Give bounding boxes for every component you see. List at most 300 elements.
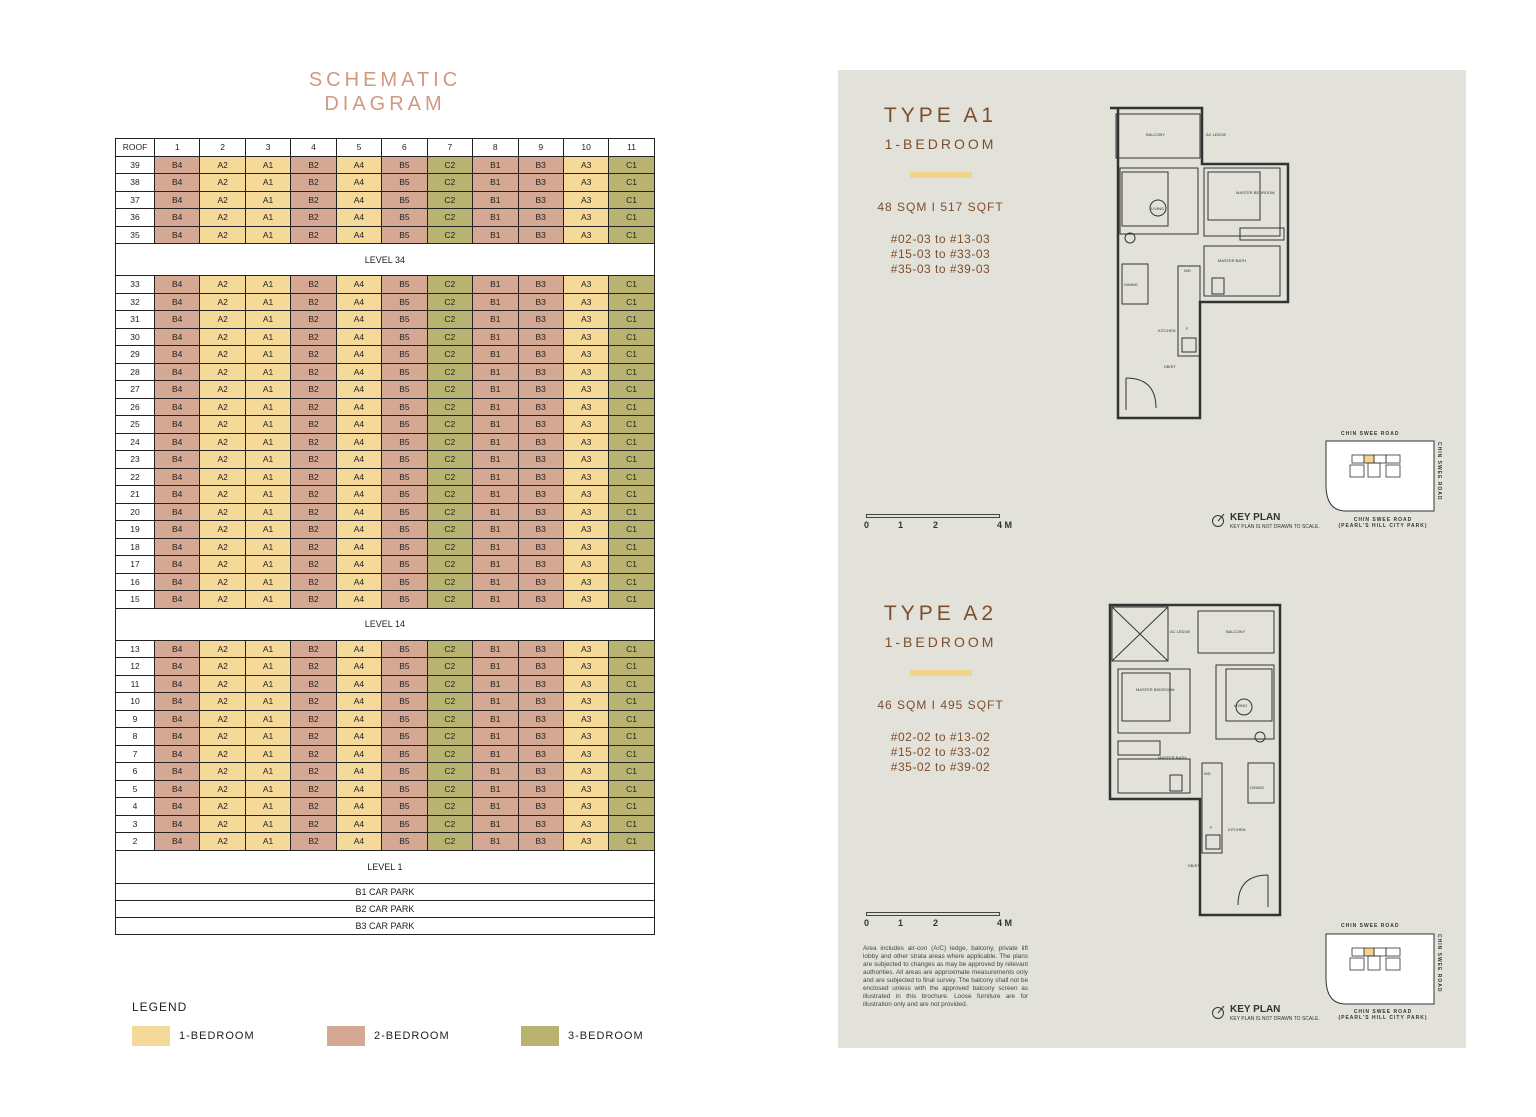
unit-cell: B4 (155, 276, 200, 294)
unit-cell: B3 (518, 693, 563, 711)
unit-cell: C1 (609, 815, 654, 833)
unit-cell: C1 (609, 191, 654, 209)
unit-cell: B5 (382, 174, 427, 192)
unit-cell: B5 (382, 226, 427, 244)
highlight-bar (910, 172, 972, 178)
unit-cell: B3 (518, 815, 563, 833)
unit-cell: A2 (200, 503, 245, 521)
key-plan-label (1230, 512, 1320, 530)
unit-cell: B3 (518, 675, 563, 693)
unit-cell: C2 (427, 486, 472, 504)
road-label-bottom (1338, 517, 1428, 529)
unit-cell: C2 (427, 591, 472, 609)
floor-number: 5 (116, 780, 155, 798)
unit-cell: B1 (473, 815, 518, 833)
unit-cell: B3 (518, 556, 563, 574)
unit-cell: B5 (382, 573, 427, 591)
floor-row (116, 591, 655, 609)
unit-cell: A2 (200, 346, 245, 364)
room-label: DINING (1124, 282, 1138, 287)
unit-cell: B3 (518, 398, 563, 416)
unit-cell: B2 (291, 728, 336, 746)
unit-cell: A2 (200, 381, 245, 399)
unit-cell: A2 (200, 156, 245, 174)
unit-cell: C2 (427, 276, 472, 294)
unit-cell: B3 (518, 451, 563, 469)
unit-cell: B4 (155, 640, 200, 658)
unit-cell: C1 (609, 503, 654, 521)
floor-row (116, 798, 655, 816)
unit-cell: A2 (200, 226, 245, 244)
key-plan-text: KEY PLAN (1230, 512, 1281, 523)
unit-cell: B4 (155, 381, 200, 399)
unit-cell: C2 (427, 468, 472, 486)
unit-cell: B2 (291, 468, 336, 486)
unit-cell: B5 (382, 276, 427, 294)
unit-cell: B5 (382, 815, 427, 833)
unit-cell: B2 (291, 675, 336, 693)
unit-cell: C1 (609, 346, 654, 364)
unit-cell: B3 (518, 728, 563, 746)
unit-cell: A1 (245, 191, 290, 209)
room-label: AC LEDGE (1170, 629, 1191, 634)
unit-cell: A3 (563, 763, 608, 781)
unit-cell: A4 (336, 451, 381, 469)
unit-cell: B1 (473, 745, 518, 763)
key-plan-note: KEY PLAN IS NOT DRAWN TO SCALE. (1230, 524, 1320, 530)
floor-number: 11 (116, 675, 155, 693)
unit-cell: B3 (518, 381, 563, 399)
type-area: 48 SQM I 517 SQFT (877, 200, 1004, 214)
unit-cell: C2 (427, 538, 472, 556)
scale-tick: 1 (898, 918, 904, 928)
unit-cell: B3 (518, 833, 563, 851)
floor-number: 28 (116, 363, 155, 381)
unit-cell: C1 (609, 833, 654, 851)
unit-cell: A2 (200, 591, 245, 609)
unit-cell: A1 (245, 276, 290, 294)
unit-cell: A4 (336, 276, 381, 294)
unit-cell: B1 (473, 798, 518, 816)
floor-row (116, 398, 655, 416)
unit-cell: A2 (200, 815, 245, 833)
floor-row (116, 381, 655, 399)
floor-number: 32 (116, 293, 155, 311)
unit-cell: C2 (427, 815, 472, 833)
unit-cell: A3 (563, 710, 608, 728)
unit-cell: C2 (427, 209, 472, 227)
stack-number: 7 (427, 139, 472, 157)
unit-cell: A4 (336, 591, 381, 609)
floor-row (116, 328, 655, 346)
unit-cell: B2 (291, 503, 336, 521)
unit-cell: A1 (245, 468, 290, 486)
unit-cell: B1 (473, 780, 518, 798)
type-units (848, 730, 1033, 775)
road-label: CHIN SWEE ROAD (1341, 431, 1400, 437)
unit-cell: C2 (427, 728, 472, 746)
unit-cell: B2 (291, 226, 336, 244)
unit-cell: B4 (155, 658, 200, 676)
unit-cell: A3 (563, 556, 608, 574)
unit-cell: B2 (291, 798, 336, 816)
scale-tick: 1 (898, 520, 904, 530)
unit-cell: B1 (473, 693, 518, 711)
unit-cell: B3 (518, 156, 563, 174)
unit-cell: A2 (200, 293, 245, 311)
unit-cell: A3 (563, 798, 608, 816)
unit-cell: B4 (155, 398, 200, 416)
unit-cell: B3 (518, 276, 563, 294)
unit-cell: B3 (518, 503, 563, 521)
unit-cell: A3 (563, 573, 608, 591)
unit-cell: A1 (245, 433, 290, 451)
stack-number: 5 (336, 139, 381, 157)
unit-cell: A1 (245, 798, 290, 816)
unit-cell: B1 (473, 433, 518, 451)
unit-cell: B2 (291, 451, 336, 469)
unit-cell: A4 (336, 556, 381, 574)
floor-number: 19 (116, 521, 155, 539)
floor-number: 36 (116, 209, 155, 227)
unit-cell: B4 (155, 328, 200, 346)
unit-cell: B4 (155, 468, 200, 486)
floor-number: 38 (116, 174, 155, 192)
stack-number: 8 (473, 139, 518, 157)
floor-number: 17 (116, 556, 155, 574)
floor-number: 8 (116, 728, 155, 746)
unit-cell: C1 (609, 591, 654, 609)
unit-cell: B5 (382, 833, 427, 851)
unit-cell: A4 (336, 398, 381, 416)
unit-cell: C1 (609, 538, 654, 556)
unit-cell: A1 (245, 815, 290, 833)
unit-cell: B4 (155, 156, 200, 174)
unit-cell: B5 (382, 433, 427, 451)
unit-cell: A2 (200, 191, 245, 209)
unit-cell: A1 (245, 209, 290, 227)
key-plan-a2 (1322, 928, 1442, 1008)
unit-cell: C2 (427, 191, 472, 209)
unit-cell: B5 (382, 503, 427, 521)
car-park-row (116, 917, 655, 934)
unit-cell: C1 (609, 763, 654, 781)
unit-cell: A1 (245, 728, 290, 746)
unit-cell: A2 (200, 174, 245, 192)
unit-cell: B3 (518, 745, 563, 763)
room-label: LIVING (1234, 703, 1248, 708)
floor-row (116, 538, 655, 556)
legend-label: 1-BEDROOM (179, 1030, 255, 1042)
unit-cell: B5 (382, 346, 427, 364)
room-label: MASTER BATH (1218, 258, 1247, 263)
unit-cell: B1 (473, 591, 518, 609)
unit-cell: A3 (563, 658, 608, 676)
unit-cell: A1 (245, 381, 290, 399)
floor-row (116, 710, 655, 728)
unit-cell: C1 (609, 174, 654, 192)
unit-cell: A1 (245, 398, 290, 416)
unit-cell: A4 (336, 468, 381, 486)
car-park-row (116, 883, 655, 900)
unit-cell: B3 (518, 293, 563, 311)
unit-cell: B1 (473, 521, 518, 539)
room-label: WD (1204, 771, 1211, 776)
unit-cell: B5 (382, 780, 427, 798)
unit-cell: B4 (155, 451, 200, 469)
unit-cell: C1 (609, 658, 654, 676)
room-label: KITCHEN (1158, 328, 1176, 333)
unit-cell: A3 (563, 745, 608, 763)
room-label: MASTER BEDROOM (1236, 190, 1275, 195)
unit-cell: B4 (155, 538, 200, 556)
floor-plan-a2 (1108, 603, 1288, 923)
room-label: BALCONY (1146, 132, 1166, 137)
unit-cell: B4 (155, 710, 200, 728)
unit-cell: A3 (563, 780, 608, 798)
unit-cell: B1 (473, 833, 518, 851)
unit-cell: B5 (382, 763, 427, 781)
unit-range: #02-02 to #13-02 (890, 730, 991, 744)
unit-cell: A2 (200, 780, 245, 798)
unit-cell: B4 (155, 191, 200, 209)
unit-cell: B2 (291, 381, 336, 399)
unit-cell: A4 (336, 728, 381, 746)
unit-cell: C1 (609, 451, 654, 469)
unit-cell: B5 (382, 398, 427, 416)
unit-cell: B2 (291, 538, 336, 556)
floor-plan-a1 (1108, 106, 1298, 426)
unit-cell: B5 (382, 591, 427, 609)
unit-cell: B5 (382, 798, 427, 816)
unit-cell: A2 (200, 328, 245, 346)
unit-cell: B4 (155, 209, 200, 227)
room-label: KITCHEN (1228, 827, 1246, 832)
unit-cell: B5 (382, 710, 427, 728)
unit-cell: B5 (382, 693, 427, 711)
disclaimer-text: Area includes air-con (A/C) ledge, balcony, private lift lobby and other strata areas where applicable. The plans are subjected to changes as may be approved by relevant authorities. All areas are approximate measurements only and are subjected to final survey. The balcony shall not be enclosed unless with the approved balcony screen as illustrated in this brochure. Loose furniture are for illustration only and are not provided. (863, 945, 1028, 1008)
unit-cell: B2 (291, 573, 336, 591)
north-arrow-icon (1210, 512, 1226, 528)
floor-number: 26 (116, 398, 155, 416)
floor-row (116, 451, 655, 469)
floor-row (116, 191, 655, 209)
unit-cell: C2 (427, 521, 472, 539)
unit-cell: A4 (336, 293, 381, 311)
unit-range: #15-03 to #33-03 (890, 247, 991, 261)
unit-range: #15-02 to #33-02 (890, 745, 991, 759)
unit-cell: B3 (518, 573, 563, 591)
unit-cell: A2 (200, 710, 245, 728)
floor-row (116, 521, 655, 539)
unit-cell: A2 (200, 745, 245, 763)
unit-cell: B3 (518, 191, 563, 209)
room-label: WD (1184, 268, 1191, 273)
unit-cell: C2 (427, 798, 472, 816)
unit-cell: A4 (336, 486, 381, 504)
unit-cell: A4 (336, 209, 381, 227)
unit-cell: C1 (609, 328, 654, 346)
floor-row (116, 468, 655, 486)
legend-swatch (327, 1026, 365, 1046)
unit-cell: C1 (609, 293, 654, 311)
unit-cell: A4 (336, 311, 381, 329)
unit-cell: B1 (473, 363, 518, 381)
unit-cell: A1 (245, 346, 290, 364)
unit-cell: B2 (291, 745, 336, 763)
unit-cell: C1 (609, 710, 654, 728)
unit-cell: B1 (473, 486, 518, 504)
type-name: TYPE A1 (883, 104, 998, 127)
unit-cell: C1 (609, 521, 654, 539)
unit-cell: A4 (336, 798, 381, 816)
unit-cell: C1 (609, 226, 654, 244)
unit-cell: A3 (563, 833, 608, 851)
floor-number: 6 (116, 763, 155, 781)
unit-cell: A2 (200, 728, 245, 746)
unit-cell: A3 (563, 156, 608, 174)
unit-cell: B4 (155, 675, 200, 693)
key-plan-a1 (1322, 435, 1442, 515)
unit-cell: B4 (155, 293, 200, 311)
level-row (116, 850, 655, 883)
type-bedroom: 1-BEDROOM (884, 136, 997, 152)
floor-row (116, 556, 655, 574)
unit-cell: B3 (518, 640, 563, 658)
floor-number: 20 (116, 503, 155, 521)
unit-cell: B4 (155, 416, 200, 434)
unit-cell: A4 (336, 346, 381, 364)
page-title (260, 68, 510, 116)
road-label: (PEARL'S HILL CITY PARK) (1338, 523, 1428, 529)
unit-cell: B4 (155, 363, 200, 381)
unit-cell: A3 (563, 468, 608, 486)
unit-cell: B1 (473, 381, 518, 399)
unit-cell: A4 (336, 780, 381, 798)
scale-line (866, 514, 1000, 518)
unit-cell: B4 (155, 573, 200, 591)
unit-cell: C2 (427, 640, 472, 658)
floor-number: 7 (116, 745, 155, 763)
unit-cell: C1 (609, 363, 654, 381)
unit-cell: B1 (473, 328, 518, 346)
unit-cell: A3 (563, 486, 608, 504)
unit-cell: B2 (291, 191, 336, 209)
unit-cell: C2 (427, 433, 472, 451)
unit-cell: B3 (518, 798, 563, 816)
unit-cell: B3 (518, 433, 563, 451)
unit-cell: A4 (336, 328, 381, 346)
unit-cell: B4 (155, 693, 200, 711)
unit-cell: B3 (518, 209, 563, 227)
unit-cell: A4 (336, 745, 381, 763)
floor-row (116, 486, 655, 504)
room-label: MASTER BEDROOM (1136, 687, 1175, 692)
unit-cell: B1 (473, 209, 518, 227)
unit-cell: C2 (427, 573, 472, 591)
unit-cell: B1 (473, 658, 518, 676)
unit-cell: B3 (518, 468, 563, 486)
unit-cell: A3 (563, 451, 608, 469)
unit-cell: A1 (245, 416, 290, 434)
level-row (116, 608, 655, 640)
unit-cell: B1 (473, 503, 518, 521)
unit-cell: C2 (427, 226, 472, 244)
unit-cell: C1 (609, 209, 654, 227)
unit-cell: A4 (336, 693, 381, 711)
room-label: AC LEDGE (1206, 132, 1227, 137)
floor-row (116, 311, 655, 329)
unit-cell: A2 (200, 363, 245, 381)
unit-cell: A3 (563, 728, 608, 746)
unit-cell: C2 (427, 174, 472, 192)
unit-cell: C1 (609, 573, 654, 591)
floor-row (116, 815, 655, 833)
unit-cell: A4 (336, 363, 381, 381)
level-label: LEVEL 14 (116, 608, 655, 640)
unit-cell: C1 (609, 745, 654, 763)
unit-cell: B1 (473, 156, 518, 174)
road-label: CHIN SWEE ROAD (1353, 517, 1413, 523)
unit-cell: B2 (291, 311, 336, 329)
unit-cell: C1 (609, 276, 654, 294)
unit-cell: B3 (518, 416, 563, 434)
stack-number: 1 (155, 139, 200, 157)
unit-cell: C2 (427, 780, 472, 798)
unit-cell: C1 (609, 468, 654, 486)
unit-cell: C2 (427, 763, 472, 781)
unit-cell: C2 (427, 658, 472, 676)
unit-cell: A2 (200, 433, 245, 451)
level-label: LEVEL 1 (116, 850, 655, 883)
unit-cell: B3 (518, 591, 563, 609)
unit-cell: B2 (291, 815, 336, 833)
unit-cell: B5 (382, 521, 427, 539)
unit-range: #02-03 to #13-03 (890, 232, 991, 246)
type-name: TYPE A2 (883, 602, 998, 625)
unit-cell: B2 (291, 486, 336, 504)
floor-row (116, 745, 655, 763)
stack-number: 2 (200, 139, 245, 157)
unit-cell: B2 (291, 693, 336, 711)
unit-cell: B2 (291, 521, 336, 539)
unit-cell: B5 (382, 745, 427, 763)
unit-cell: B2 (291, 658, 336, 676)
unit-cell: A3 (563, 521, 608, 539)
unit-cell: A2 (200, 468, 245, 486)
unit-cell: A1 (245, 311, 290, 329)
floor-row (116, 728, 655, 746)
unit-cell: A1 (245, 156, 290, 174)
unit-cell: C1 (609, 798, 654, 816)
type-bedroom: 1-BEDROOM (884, 634, 997, 650)
unit-cell: A4 (336, 174, 381, 192)
floor-row (116, 658, 655, 676)
unit-cell: B1 (473, 276, 518, 294)
unit-range: #35-03 to #39-03 (890, 262, 991, 276)
unit-cell: A4 (336, 710, 381, 728)
level-label: LEVEL 34 (116, 244, 655, 276)
stack-number: 9 (518, 139, 563, 157)
floor-number: 4 (116, 798, 155, 816)
unit-cell: C1 (609, 728, 654, 746)
unit-cell: B4 (155, 591, 200, 609)
unit-cell: A1 (245, 763, 290, 781)
legend-item-3-bedroom (521, 1026, 644, 1046)
unit-cell: B2 (291, 346, 336, 364)
unit-cell: B5 (382, 293, 427, 311)
unit-cell: B5 (382, 451, 427, 469)
